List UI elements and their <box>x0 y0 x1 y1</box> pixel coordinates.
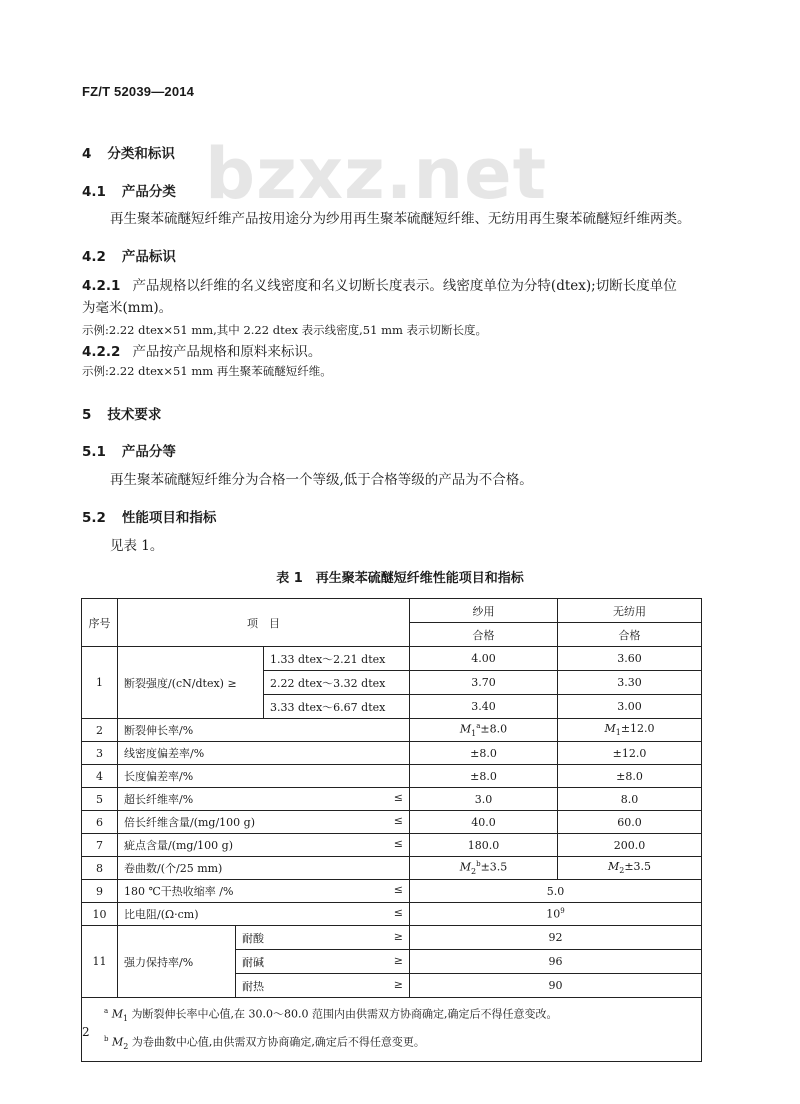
section-title: 产品分类 <box>121 184 176 200</box>
value-base: 10 <box>546 907 561 921</box>
row-yarn-value: 3.70 <box>410 671 558 695</box>
table-row <box>82 788 702 811</box>
paragraph-line: 产品规格以纤维的名义线密度和名义切断长度表示。线密度单位为分特(dtex);切断长度单位 <box>132 278 677 294</box>
section-5-1-heading <box>82 440 176 460</box>
row-shared-value: 5.0 <box>410 880 702 903</box>
symbol-m: M <box>459 722 472 736</box>
table-row <box>82 857 702 880</box>
row-seq: 1 <box>82 647 118 719</box>
row-seq: 10 <box>82 903 118 926</box>
row-name-text: 超长纤维率/% <box>124 793 194 806</box>
page-number: 2 <box>82 1025 90 1039</box>
section-title: 性能项目和指标 <box>121 510 217 526</box>
row-yarn-value <box>410 857 558 880</box>
table-row <box>82 765 702 788</box>
section-4-2-1-example: 示例:2.22 dtex×51 mm,其中 2.22 dtex 表示线密度,51 mm 表示切断长度。 <box>82 323 488 337</box>
section-number: 4.2.2 <box>82 344 121 360</box>
section-4-1-text: 再生聚苯硫醚短纤维产品按用途分为纱用再生聚苯硫醚短纤维、无纺用再生聚苯硫醚短纤维两类。 <box>110 211 691 227</box>
row-name <box>118 788 410 811</box>
row-seq: 8 <box>82 857 118 880</box>
section-5-2-heading <box>82 506 216 526</box>
table-footnotes-row <box>82 998 702 1062</box>
row-yarn-value: 40.0 <box>410 811 558 834</box>
section-5-2-text: 见表 1。 <box>110 538 164 554</box>
row-shared-value <box>410 903 702 926</box>
row-spec: 2.22 dtex～3.32 dtex <box>264 671 410 695</box>
row-spec <box>236 950 410 974</box>
row-yarn-value: ±8.0 <box>410 742 558 765</box>
spec-table <box>81 598 702 1062</box>
row-nonwoven-value: ±8.0 <box>558 765 702 788</box>
section-number: 5.1 <box>82 444 106 460</box>
row-nonwoven-value <box>558 857 702 880</box>
row-yarn-value: 180.0 <box>410 834 558 857</box>
header-yarn: 纱用 <box>410 599 558 623</box>
row-yarn-value: ±8.0 <box>410 765 558 788</box>
row-name: 线密度偏差率/% <box>118 742 410 765</box>
row-spec <box>236 926 410 950</box>
table-row <box>82 903 702 926</box>
row-nonwoven-value <box>558 719 702 742</box>
paragraph-line: 产品按产品规格和原料来标识。 <box>132 344 322 360</box>
section-4-2-1-text <box>82 275 677 297</box>
section-number: 5.2 <box>82 510 106 526</box>
standard-code: FZ/T 52039—2014 <box>82 84 195 99</box>
row-seq: 5 <box>82 788 118 811</box>
footnote-b <box>104 1029 691 1057</box>
row-yarn-value: 4.00 <box>410 647 558 671</box>
row-name <box>118 880 410 903</box>
section-4-heading <box>82 142 175 162</box>
lte-symbol: ≤ <box>393 837 404 850</box>
table-row <box>82 926 702 950</box>
section-number: 4.2 <box>82 249 106 265</box>
row-seq: 6 <box>82 811 118 834</box>
lte-symbol: ≤ <box>393 883 404 896</box>
section-4-2-heading <box>82 245 176 265</box>
row-seq: 7 <box>82 834 118 857</box>
row-yarn-value: 3.0 <box>410 788 558 811</box>
footnote-mark: b <box>104 1034 109 1043</box>
footnote-mark: a <box>476 722 481 731</box>
lte-symbol: ≤ <box>393 814 404 827</box>
value-text: ±3.5 <box>480 860 508 874</box>
footnote-mark: b <box>476 860 481 869</box>
symbol-subscript: 2 <box>123 1041 129 1051</box>
row-nonwoven-value: 3.60 <box>558 647 702 671</box>
row-shared-value: 90 <box>410 974 702 998</box>
table-row <box>82 834 702 857</box>
value-exponent: 9 <box>560 907 565 916</box>
symbol-m: M <box>111 1007 123 1021</box>
section-5-heading <box>82 403 161 423</box>
footnote-text: 为断裂伸长率中心值,在 30.0～80.0 范围内由供需双方协商确定,确定后不得任意变改。 <box>131 1007 558 1021</box>
row-nonwoven-value: 8.0 <box>558 788 702 811</box>
row-yarn-value <box>410 719 558 742</box>
header-item: 项 目 <box>118 599 410 647</box>
section-number: 4 <box>82 146 92 162</box>
row-spec-text: 耐酸 <box>242 931 264 945</box>
header-grade-nonwoven: 合格 <box>558 623 702 647</box>
row-name: 强力保持率/% <box>118 926 236 998</box>
table-footnotes <box>82 998 702 1062</box>
row-nonwoven-value: 3.00 <box>558 695 702 719</box>
table-row <box>82 719 702 742</box>
value-text: ±8.0 <box>480 722 508 736</box>
header-nonwoven: 无纺用 <box>558 599 702 623</box>
row-nonwoven-value: 60.0 <box>558 811 702 834</box>
symbol-subscript: 1 <box>471 728 477 738</box>
row-name: 断裂强度/(cN/dtex) ≥ <box>118 647 264 719</box>
row-name <box>118 811 410 834</box>
section-5-1-text: 再生聚苯硫醚短纤维分为合格一个等级,低于合格等级的产品为不合格。 <box>110 472 533 488</box>
table-row <box>82 647 702 671</box>
footnote-mark: a <box>104 1007 109 1015</box>
section-title: 产品分等 <box>121 444 176 460</box>
symbol-m: M <box>459 860 471 874</box>
row-name-text: 疵点含量/(mg/100 g) <box>124 839 234 852</box>
row-seq: 2 <box>82 719 118 742</box>
table-row <box>82 880 702 903</box>
section-4-2-2-example: 示例:2.22 dtex×51 mm 再生聚苯硫醚短纤维。 <box>82 364 332 378</box>
row-spec-text: 耐碱 <box>242 955 264 969</box>
row-seq: 4 <box>82 765 118 788</box>
symbol-subscript: 1 <box>615 728 621 738</box>
row-spec: 3.33 dtex～6.67 dtex <box>264 695 410 719</box>
section-4-1-heading <box>82 180 176 200</box>
lte-symbol: ≤ <box>393 791 404 804</box>
row-seq: 9 <box>82 880 118 903</box>
header-grade-yarn: 合格 <box>410 623 558 647</box>
value-text: ±12.0 <box>620 722 655 736</box>
section-4-2-2-text <box>82 341 321 363</box>
row-shared-value: 96 <box>410 950 702 974</box>
watermark: bzxz.net <box>205 133 548 215</box>
table-caption: 表 1 再生聚苯硫醚短纤维性能项目和指标 <box>276 571 524 586</box>
section-number: 4.2.1 <box>82 278 121 294</box>
row-yarn-value: 3.40 <box>410 695 558 719</box>
row-nonwoven-value: 3.30 <box>558 671 702 695</box>
section-title: 技术要求 <box>107 407 162 423</box>
row-spec: 1.33 dtex～2.21 dtex <box>264 647 410 671</box>
table-row <box>82 811 702 834</box>
header-seq: 序号 <box>82 599 118 647</box>
row-seq: 3 <box>82 742 118 765</box>
section-number: 5 <box>82 407 92 423</box>
row-name: 卷曲数/(个/25 mm) <box>118 857 410 880</box>
row-name-text: 180 ℃干热收缩率 /% <box>124 885 234 898</box>
row-spec-text: 耐热 <box>242 979 264 993</box>
table-row <box>82 742 702 765</box>
gte-symbol: ≥ <box>393 953 404 967</box>
symbol-subscript: 2 <box>619 866 625 876</box>
section-number: 4.1 <box>82 184 106 200</box>
lte-symbol: ≤ <box>393 906 404 919</box>
symbol-m: M <box>111 1035 124 1049</box>
symbol-m: M <box>607 860 620 874</box>
row-shared-value: 92 <box>410 926 702 950</box>
value-text: ±3.5 <box>624 860 652 874</box>
section-4-2-1-text-cont: 为毫米(mm)。 <box>82 300 173 316</box>
row-name: 断裂伸长率/% <box>118 719 410 742</box>
footnote-text: 为卷曲数中心值,由供需双方协商确定,确定后不得任意变更。 <box>131 1035 425 1049</box>
symbol-subscript: 1 <box>122 1013 129 1023</box>
footnote-a <box>104 1001 691 1029</box>
row-name-text: 比电阻/(Ω·cm) <box>124 908 199 921</box>
row-name: 长度偏差率/% <box>118 765 410 788</box>
row-name <box>118 834 410 857</box>
symbol-subscript: 2 <box>471 866 477 876</box>
row-seq: 11 <box>82 926 118 998</box>
section-title: 产品标识 <box>121 249 176 265</box>
table-header-row <box>82 599 702 623</box>
row-nonwoven-value: ±12.0 <box>558 742 702 765</box>
section-title: 分类和标识 <box>107 146 175 162</box>
row-name <box>118 903 410 926</box>
row-nonwoven-value: 200.0 <box>558 834 702 857</box>
gte-symbol: ≥ <box>393 929 404 943</box>
symbol-m: M <box>604 722 616 736</box>
gte-symbol: ≥ <box>393 977 404 991</box>
row-name-text: 倍长纤维含量/(mg/100 g) <box>124 816 256 829</box>
row-spec <box>236 974 410 998</box>
